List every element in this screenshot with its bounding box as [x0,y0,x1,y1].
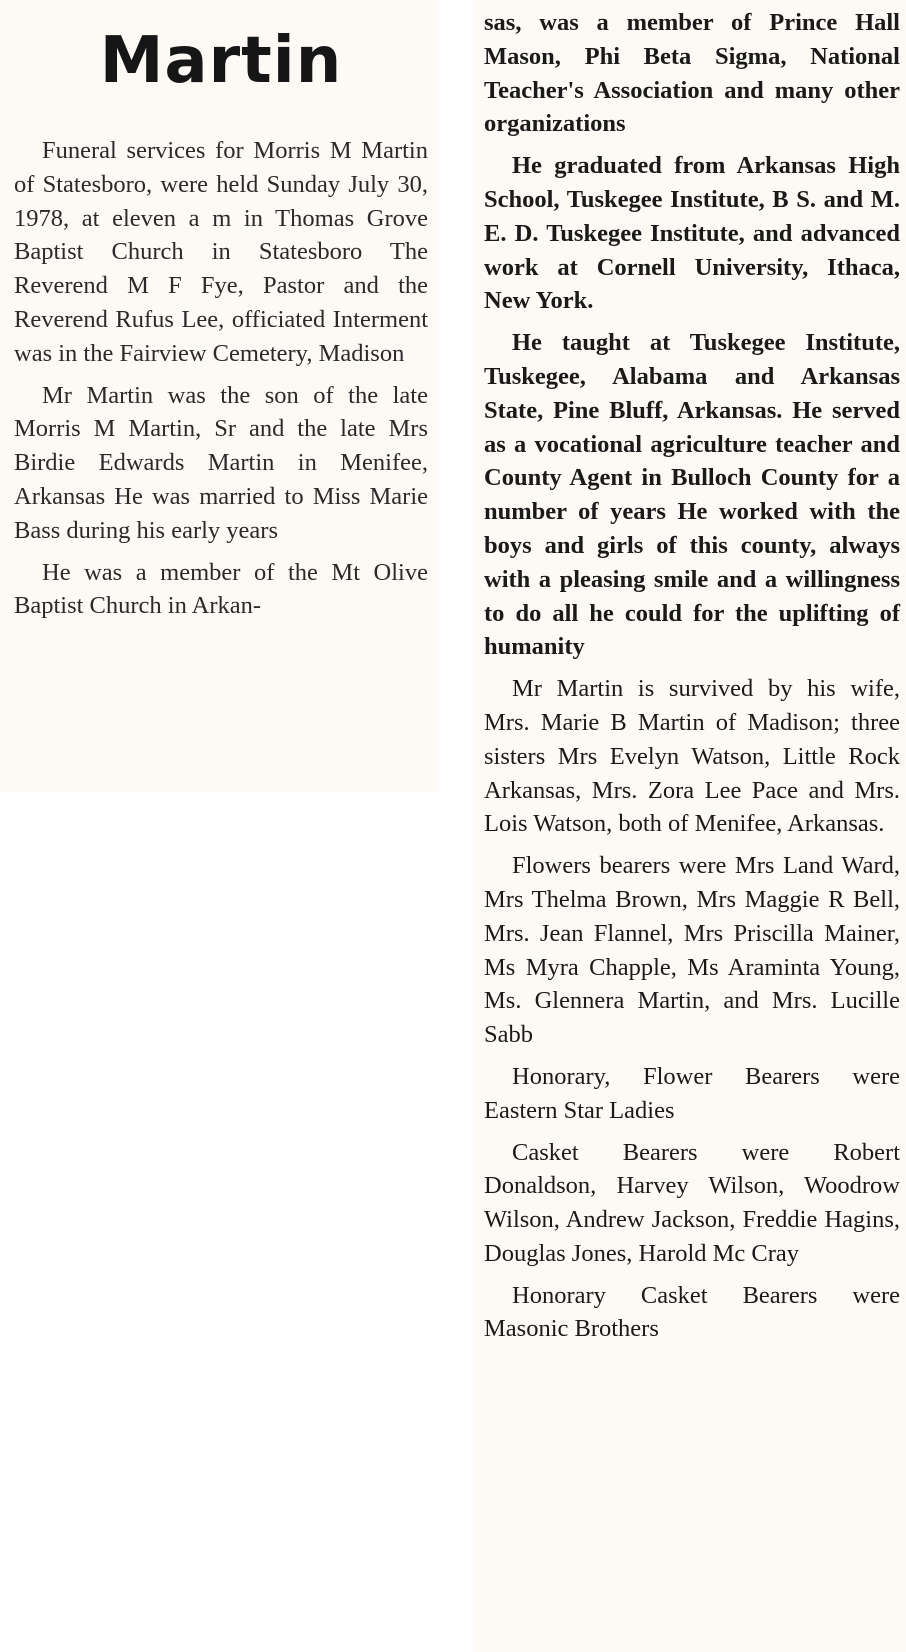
right-column [474,0,906,1652]
paragraph-flower-bearers: Flowers bearers were Mrs Land Ward, Mrs Thelma Brown, Mrs Maggie R Bell, Mrs. Jean Flannel, Mrs Priscilla Mainer, Ms Myra Chapple, Ms Araminta Young, Ms. Glennera Martin, and Mrs. Lucille Sabb [484,852,900,1049]
paragraph-honorary-casket-bearers: Honorary Casket Bearers were Masonic Brothers [484,1281,900,1343]
paragraph-honorary-flower-bearers: Honorary, Flower Bearers were Eastern Star Ladies [484,1062,900,1124]
paragraph-church-membership: He was a member of the Mt Olive Baptist Church in Arkan- [14,558,428,620]
paragraph-survivors: Mr Martin is survived by his wife, Mrs. Marie B Martin of Madison; three sisters Mrs Evelyn Watson, Little Rock Arkansas, Mrs. Zora Lee Pace and Mrs. Lois Watson, both of Menifee, Arkansas. [484,675,900,838]
paragraph-casket-bearers: Casket Bearers were Robert Donaldson, Harvey Wilson, Woodrow Wilson, Andrew Jackson, Freddie Hagins, Douglas Jones, Harold Mc Cray [484,1138,900,1267]
headline: Martin [99,24,343,98]
paragraph-parents: Mr Martin was the son of the late Morris M Martin, Sr and the late Mrs Birdie Edwards Martin in Menifee, Arkansas He was married to Miss Marie Bass during his early years [14,381,428,544]
paragraph-funeral-services: Funeral services for Morris M Martin of Statesboro, were held Sunday July 30, 1978, at eleven a m in Thomas Grove Baptist Church in Statesboro The Reverend M F Fye, Pastor and the Reverend Rufus Lee, officiated Interment was in the Fairview Cemetery, Madison [14,137,428,367]
paragraph-career: He taught at Tuskegee Institute, Tuskegee, Alabama and Arkansas State, Pine Bluff, Arkansas. He served as a vocational agriculture teacher and County Agent in Bulloch County for a number of years He worked with the boys and girls of this county, always with a pleasing smile and a willingness to do all he could for the uplifting of humanity [484,329,900,661]
paragraph-education: He graduated from Arkansas High School, Tuskegee Institute, B S. and M. E. D. Tuskegee Institute, and advanced work at Cornell University, Ithaca, New York. [484,152,900,315]
paragraph-organizations: sas, was a member of Prince Hall Mason, Phi Beta Sigma, National Teacher's Association and many other organizations [484,9,900,138]
left-column [0,0,438,792]
